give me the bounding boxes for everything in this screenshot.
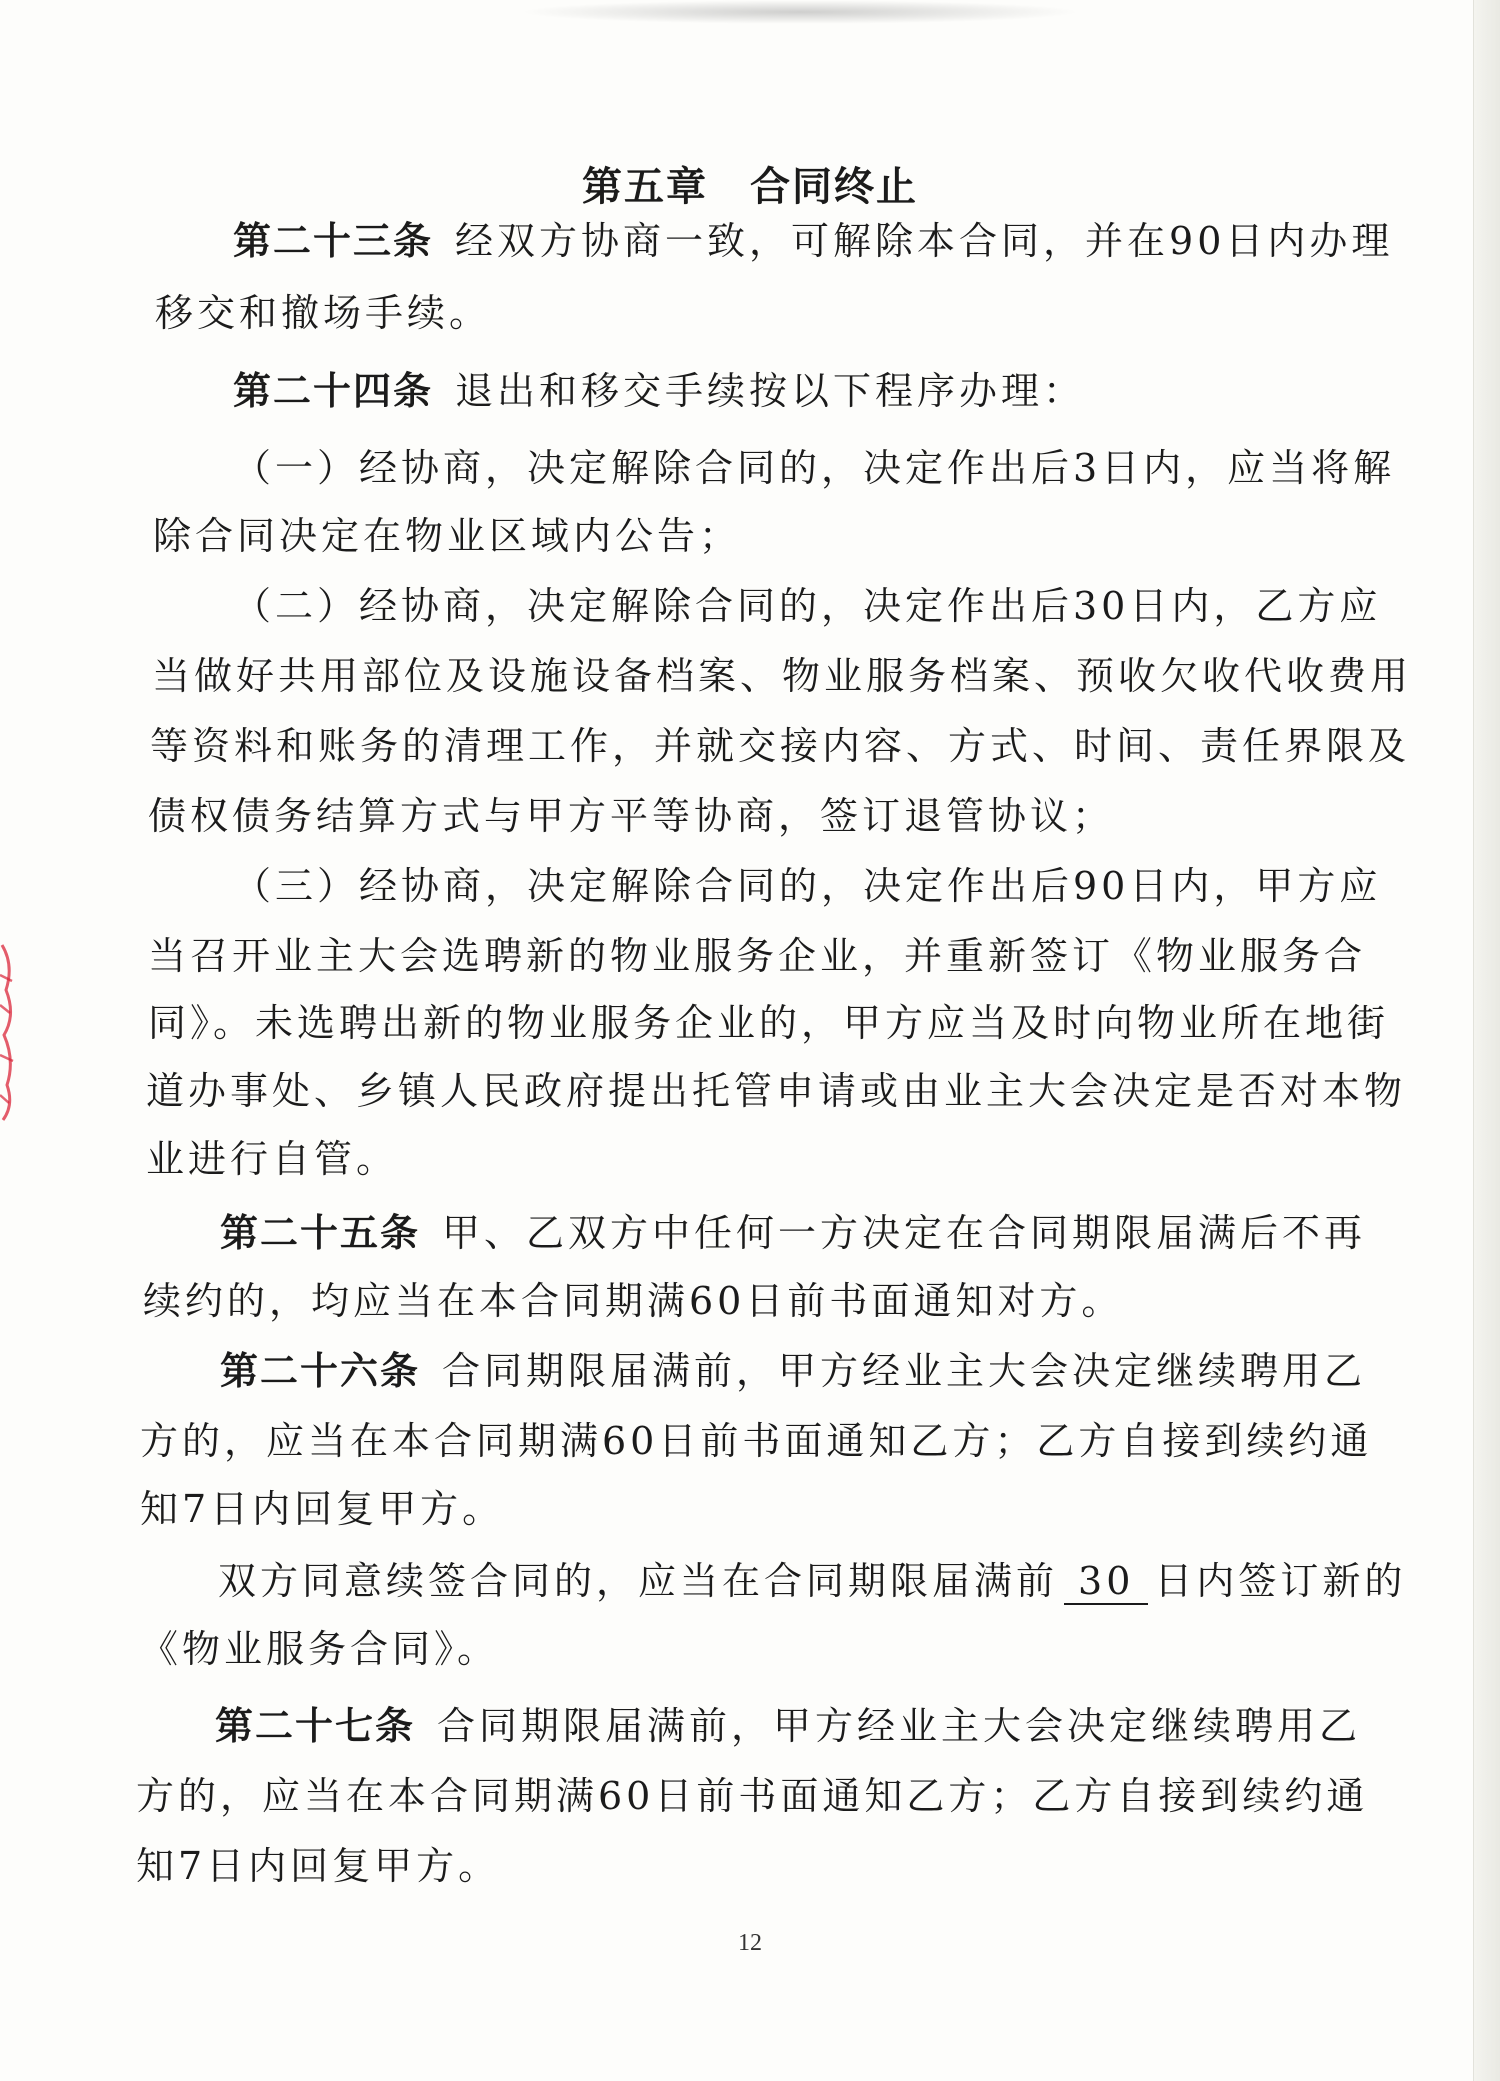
article-27-label: 第二十七条	[215, 1704, 416, 1748]
article-26-line-3: 知7日内回复甲方。	[140, 1487, 505, 1531]
article-24-item-3-line-1: （三）经协商，决定解除合同的，决定作出后90日内，甲方应	[233, 864, 1382, 908]
article-24-item-3-line-3: 同》。未选聘出新的物业服务企业的，甲方应当及时向物业所在地街	[148, 1001, 1390, 1045]
article-24-item-3-line-4: 道办事处、乡镇人民政府提出托管申请或由业主大会决定是否对本物	[146, 1069, 1407, 1113]
article-26-text-1: 合同期限届满前，甲方经业主大会决定继续聘用乙	[442, 1349, 1367, 1393]
renewal-days-blank: 30	[1064, 1559, 1148, 1605]
page-number: 12	[738, 1930, 762, 1956]
article-26-para-2-line-2: 《物业服务合同》。	[140, 1627, 500, 1671]
article-26-para-2-line-1	[218, 1550, 1406, 1605]
article-26-line-2: 方的，应当在本合同期满60日前书面通知乙方；乙方自接到续约通	[140, 1419, 1373, 1463]
article-27-line-3: 知7日内回复甲方。	[136, 1844, 501, 1888]
article-24-line-1	[233, 360, 1085, 415]
article-24-item-2-line-2: 当做好共用部位及设施设备档案、物业服务档案、预收欠收代收费用	[152, 654, 1413, 698]
article-24-item-1-line-1: （一）经协商，决定解除合同的，决定作出后3日内，应当将解	[233, 446, 1396, 490]
article-24-item-3-line-2: 当召开业主大会选聘新的物业服务企业，并重新签订《物业服务合	[148, 934, 1367, 978]
article-26-para-2-pre: 双方同意续签合同的，应当在合同期限届满前	[218, 1559, 1059, 1603]
article-23-label: 第二十三条	[233, 219, 434, 263]
article-25-text-1: 甲、乙双方中任何一方决定在合同期限届满后不再	[442, 1211, 1367, 1255]
article-25-line-2: 续约的，均应当在本合同期满60日前书面通知对方。	[143, 1279, 1124, 1323]
article-23-text-1: 经双方协商一致，可解除本合同，并在90日内办理	[455, 219, 1394, 263]
article-24-item-2-line-3: 等资料和账务的清理工作，并就交接内容、方式、时间、责任界限及	[150, 724, 1411, 768]
article-24-item-2-line-1: （二）经协商，决定解除合同的，决定作出后30日内，乙方应	[233, 584, 1382, 628]
article-24-item-2-line-4: 债权债务结算方式与甲方平等协商，签订退管协议；	[148, 794, 1115, 838]
article-25-line-1	[220, 1202, 1366, 1257]
article-23-line-1	[233, 210, 1393, 265]
article-24-item-1-line-2: 除合同决定在物业区域内公告；	[153, 514, 742, 558]
article-24-item-3-line-5: 业进行自管。	[146, 1137, 399, 1181]
article-27-text-1: 合同期限届满前，甲方经业主大会决定继续聘用乙	[437, 1704, 1362, 1748]
article-24-label: 第二十四条	[233, 369, 434, 413]
article-27-line-1	[215, 1695, 1361, 1750]
article-25-label: 第二十五条	[220, 1211, 421, 1255]
article-24-text-1: 退出和移交手续按以下程序办理：	[455, 369, 1086, 413]
article-26-para-2-post: 日内签订新的	[1154, 1559, 1407, 1603]
chapter-title: 第五章 合同终止	[582, 164, 918, 210]
article-27-line-2: 方的，应当在本合同期满60日前书面通知乙方；乙方自接到续约通	[136, 1774, 1369, 1818]
article-23-line-2: 移交和撤场手续。	[155, 291, 492, 335]
article-26-line-1	[220, 1340, 1366, 1395]
article-26-label: 第二十六条	[220, 1349, 421, 1393]
